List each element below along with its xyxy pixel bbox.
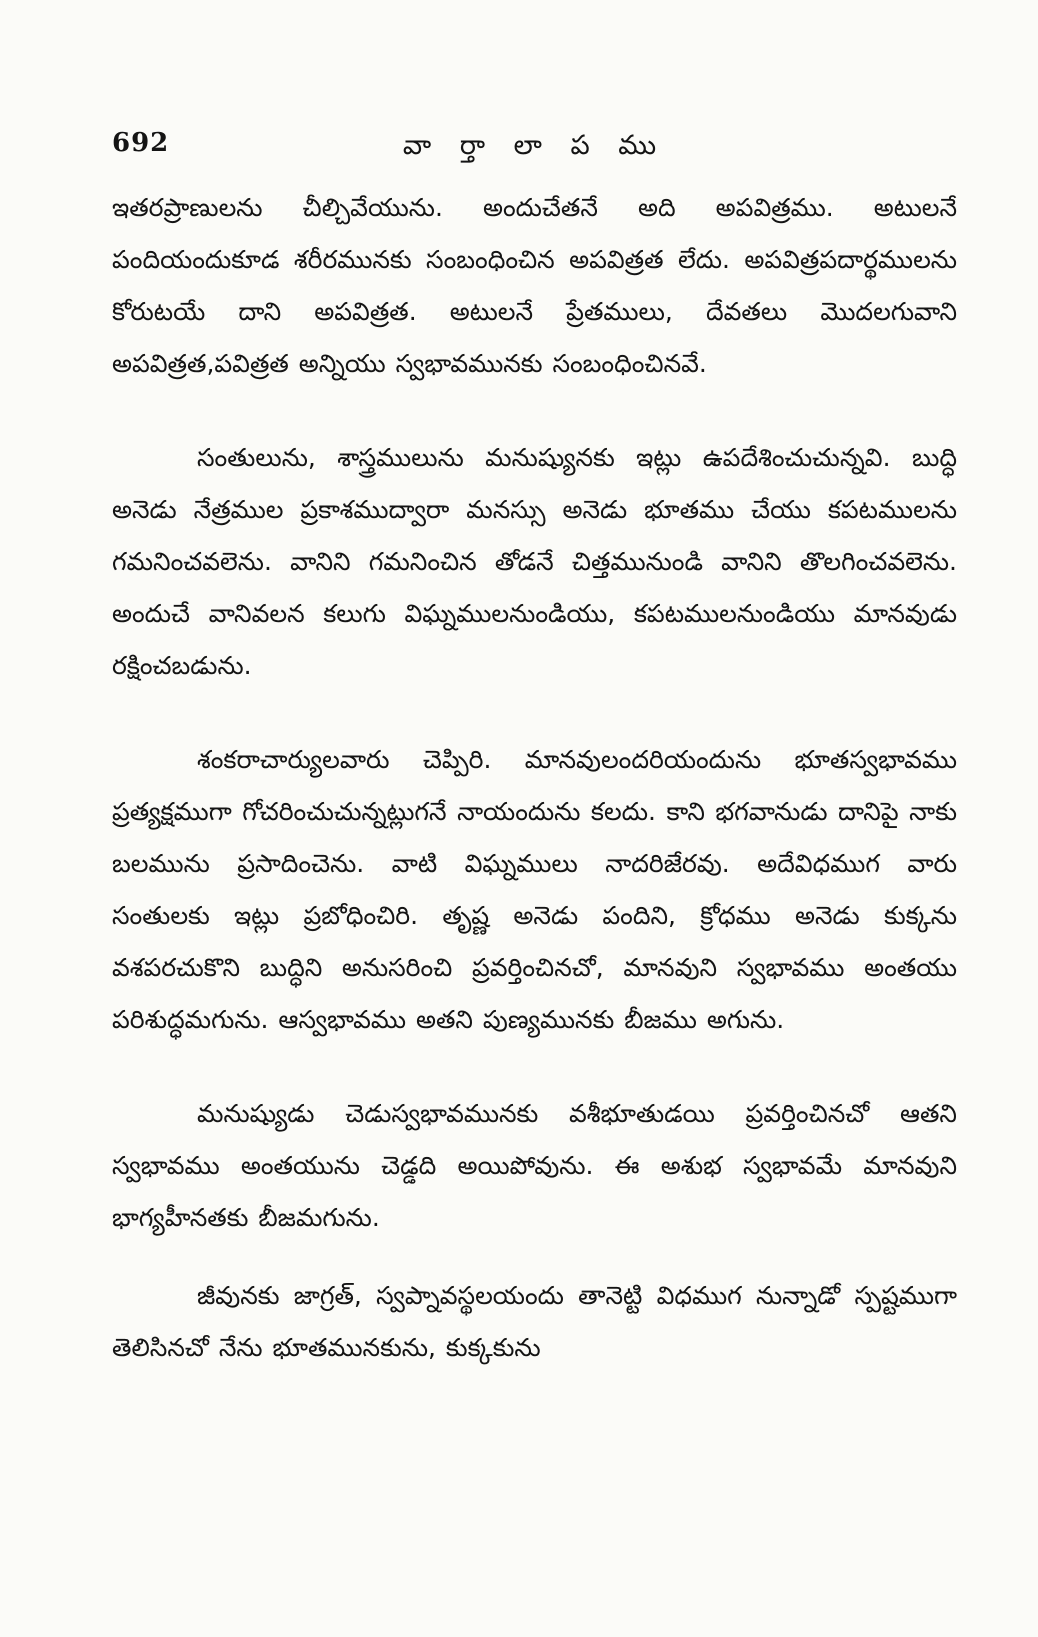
paragraph-5: జీవునకు జాగ్రత్, స్వప్నావస్థలయందు తానెట్టి విధముగ నున్నాడో స్పష్టముగా తెలిసినచో నేను భూతమునకును, కుక్కకును [112, 1281, 957, 1362]
book-page [112, 118, 957, 1598]
paragraph-2: సంతులును, శాస్త్రములును మనుష్యునకు ఇట్లు ఉపదేశించుచున్నవి. బుద్ధి అనెడు నేత్రముల ప్రకాశముద్వారా మనస్సు అనెడు భూతము చేయు కపటములను గమనించవలెను. వానిని గమనించిన తోడనే చిత్తమునుండి వానిని తొలగించవలెను. అందుచే వానివలన కలుగు విఘ్నములనుండియు, కపటములనుండియు మానవుడు రక్షించబడును. [112, 443, 957, 680]
paragraph-4: మనుష్యుడు చెడుస్వభావమునకు వశీభూతుడయి ప్రవర్తించినచో ఆతని స్వభావము అంతయును చెడ్డది అయిపోవును. ఈ అశుభ స్వభావమే మానవుని భాగ్యహీనతకు బీజమగును. [112, 1099, 957, 1232]
paragraph-3: శంకరాచార్యులవారు చెప్పిరి. మానవులందరియందును భూతస్వభావము ప్రత్యక్షముగా గోచరించుచున్నట్లుగనే నాయందును కలదు. కాని భగవానుడు దానిపై నాకు బలమును ప్రసాదించెను. వాటి విఘ్నములు నాదరిజేరవు. అదేవిధముగ వారు సంతులకు ఇట్లు ప్రబోధించిరి. తృష్ణ అనెడు పందిని, క్రోధము అనెడు కుక్కను వశపరచుకొని బుద్ధిని అనుసరించి ప్రవర్తించినచో, మానవుని స్వభావము అంతయు పరిశుద్ధమగును. ఆస్వభావము అతని పుణ్యమునకు బీజము అగును. [112, 745, 957, 1034]
paragraph-1: ఇతరప్రాణులను చీల్చివేయును. అందుచేతనే అది అపవిత్రము. అటులనే పందియందుకూడ శరీరమునకు సంబంధించిన అపవిత్రత లేదు. అపవిత్రపదార్థములను కోరుటయే దాని అపవిత్రత. అటులనే ప్రేతములు, దేవతలు మొదలగువాని అపవిత్రత,పవిత్రత అన్నియు స్వభావమునకు సంబంధించినవే. [112, 193, 957, 378]
page-number: 692 [112, 128, 170, 158]
running-title: వా ర్తా లా ప ము [402, 130, 667, 161]
page-header [112, 118, 957, 182]
